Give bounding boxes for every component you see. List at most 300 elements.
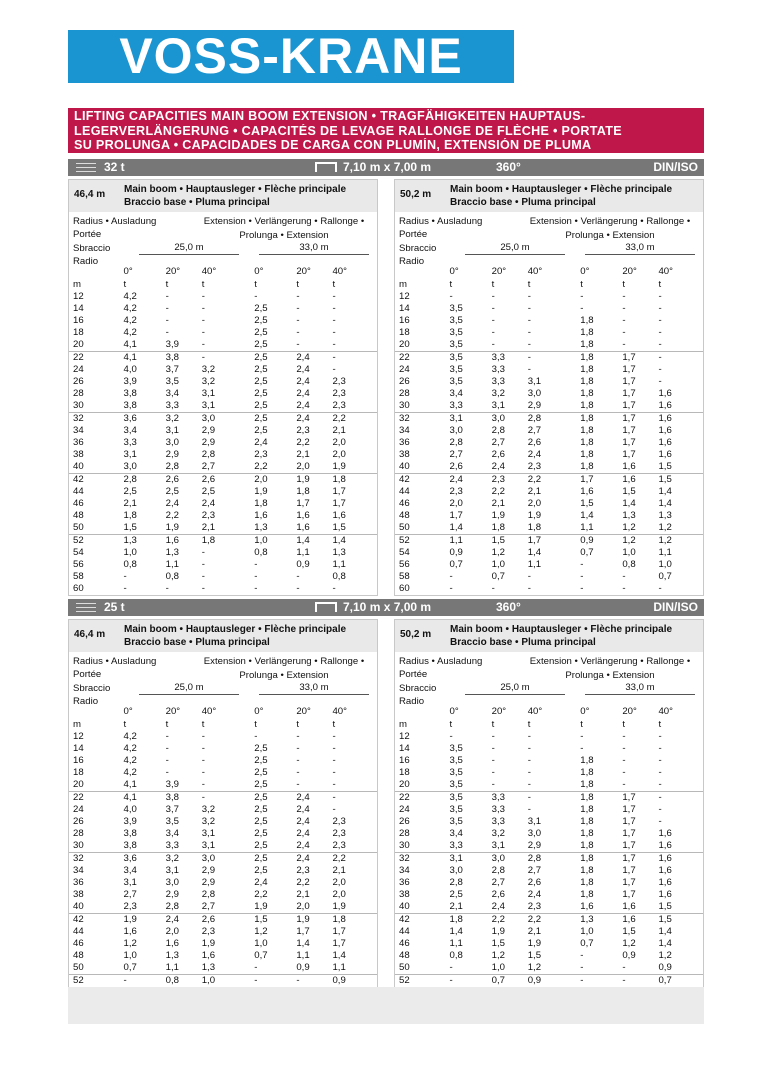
- capacity-cell: -: [656, 779, 703, 792]
- unit-cell: t: [296, 718, 300, 730]
- extension-label: [199, 655, 369, 683]
- capacity-cell: -: [254, 583, 258, 594]
- capacity-cell: -: [246, 962, 288, 975]
- extension-text: Extension • Verlängerung • Rallonge •: [203, 216, 365, 227]
- capacity-cell: -: [526, 779, 573, 792]
- capacity-cell: 2,3: [526, 901, 573, 914]
- capacity-cell: 1,6: [254, 510, 268, 521]
- capacity-cell: 1,8: [580, 364, 594, 375]
- capacity-cell: 0,7: [116, 962, 158, 975]
- radius-cell: 42: [399, 914, 410, 925]
- table-row: [69, 583, 377, 595]
- capacity-cell: 2,5: [254, 425, 268, 436]
- capacity-cell: 2,6: [442, 461, 484, 474]
- table-row: [395, 559, 703, 571]
- capacity-cell: 2,7: [527, 425, 542, 436]
- radius-cell: 18: [399, 767, 410, 778]
- capacity-cell: 2,0: [449, 498, 463, 509]
- unit-cell: t: [254, 718, 257, 730]
- table-row: [395, 877, 703, 889]
- capacity-cell: -: [296, 583, 300, 594]
- capacity-cell: 0,8: [123, 559, 137, 570]
- capacity-cell: 1,4: [449, 926, 463, 937]
- capacity-cell: 2,6: [201, 914, 216, 925]
- table-row: [395, 510, 703, 522]
- capacity-cell: -: [165, 731, 169, 742]
- unit-cell: t: [123, 278, 127, 290]
- capacity-cell: 2,4: [296, 352, 310, 363]
- table-row: [69, 400, 377, 413]
- capacity-cell: 1,1: [449, 535, 463, 546]
- unit-cell: t: [658, 278, 662, 290]
- capacity-cell: -: [254, 559, 258, 570]
- capacity-cell: -: [580, 975, 584, 986]
- table-row: [69, 291, 377, 303]
- capacity-cell: 3,3: [491, 792, 505, 803]
- radius-cell: 50: [69, 522, 116, 535]
- capacity-cell: 2,2: [165, 510, 179, 521]
- table-row: [395, 413, 703, 426]
- capacity-cell: 1,5: [491, 938, 505, 949]
- capacity-cell: 1,3: [580, 914, 594, 925]
- capacity-cell: -: [330, 779, 377, 792]
- radius-cell: 22: [399, 792, 410, 803]
- angle-cell: 0°: [254, 706, 264, 717]
- boom-label: Main boom • Hauptausleger • Flèche principale: [450, 624, 673, 635]
- capacity-cell: 3,8: [116, 400, 158, 413]
- table-row: [69, 364, 377, 376]
- capacity-cell: 2,3: [491, 474, 505, 485]
- panel-header: [69, 180, 377, 212]
- radius-cell: 40: [69, 901, 116, 914]
- capacity-cell: 2,9: [201, 877, 216, 888]
- capacity-cell: 1,0: [658, 559, 672, 570]
- capacity-cell: 3,8: [165, 792, 179, 803]
- capacity-cell: 3,4: [449, 828, 463, 839]
- capacity-cell: 2,1: [200, 522, 247, 535]
- table-row: [69, 486, 377, 498]
- capacity-cell: -: [527, 571, 531, 582]
- radius-cell: 40: [69, 461, 116, 474]
- capacity-cell: 2,3: [332, 388, 346, 399]
- radius-cell: 34: [399, 865, 410, 876]
- capacity-cell: 2,5: [254, 315, 268, 326]
- capacity-cell: 2,5: [254, 388, 268, 399]
- capacity-cell: 3,5: [449, 327, 463, 338]
- table-row: [69, 853, 377, 866]
- capacity-cell: 1,8: [580, 816, 594, 827]
- capacity-cell: -: [572, 962, 614, 975]
- unit-cell: t: [332, 718, 336, 730]
- panel-header: [395, 180, 703, 212]
- unit-cell: t: [201, 278, 205, 290]
- capacity-cell: 1,6: [622, 474, 636, 485]
- radius-cell: 24: [73, 804, 84, 815]
- capacity-cell: 1,8: [580, 889, 594, 900]
- capacity-cell: 2,5: [246, 339, 288, 352]
- capacity-cell: 1,5: [254, 914, 268, 925]
- capacity-cell: 2,4: [165, 498, 179, 509]
- capacity-cell: 3,0: [165, 437, 179, 448]
- extension-label: [525, 215, 695, 243]
- radius-cell: 14: [399, 743, 410, 754]
- radius-cell: 20: [69, 339, 116, 352]
- capacity-cell: 2,7: [200, 901, 247, 914]
- capacity-cell: 3,3: [491, 804, 505, 815]
- capacity-cell: -: [201, 767, 205, 778]
- capacity-cell: 1,9: [254, 486, 268, 497]
- capacity-cell: 1,6: [572, 901, 614, 914]
- capacity-cell: -: [491, 755, 495, 766]
- angle-cell: 0°: [123, 706, 133, 717]
- capacity-cell: 1,7: [622, 816, 636, 827]
- radius-cell: 36: [399, 877, 410, 888]
- radius-cell: 14: [73, 303, 84, 314]
- capacity-cell: 1,4: [332, 950, 346, 961]
- capacity-cell: -: [491, 583, 495, 594]
- capacity-cell: 1,8: [580, 828, 594, 839]
- capacity-cell: 2,0: [332, 437, 346, 448]
- table-row: [69, 388, 377, 400]
- table-row: [395, 767, 703, 779]
- capacity-cell: 4,2: [123, 291, 137, 302]
- table-row: [395, 804, 703, 816]
- capacity-cell: 2,5: [123, 486, 137, 497]
- table-row: [69, 914, 377, 927]
- capacity-cell: 1,6: [580, 486, 594, 497]
- capacity-cell: -: [622, 743, 626, 754]
- capacity-cell: 3,7: [165, 364, 179, 375]
- radius-cell: 48: [399, 950, 410, 961]
- capacity-cell: 1,7: [296, 926, 310, 937]
- boom-length: 50,2 m: [400, 189, 432, 200]
- capacity-cell: -: [296, 327, 300, 338]
- capacity-cell: 2,5: [254, 816, 268, 827]
- capacity-cell: -: [165, 583, 169, 594]
- capacity-cell: -: [296, 303, 300, 314]
- extension-text: Prolunga • Extension: [239, 230, 329, 241]
- capacity-cell: 0,9: [527, 975, 542, 986]
- capacity-cell: 1,7: [622, 804, 636, 815]
- capacity-cell: 2,6: [165, 474, 179, 485]
- capacity-cell: 2,1: [332, 425, 346, 436]
- radius-text: Sbraccio: [399, 682, 437, 694]
- angle-cell: 40°: [527, 266, 543, 277]
- capacity-cell: 1,5: [527, 950, 542, 961]
- capacity-cell: 2,2: [332, 853, 346, 864]
- capacity-cell: 3,0: [491, 413, 505, 424]
- capacity-cell: 3,8: [116, 840, 158, 853]
- capacity-cell: 1,3: [622, 510, 636, 521]
- capacity-cell: 2,4: [296, 413, 310, 424]
- capacity-cell: 2,0: [165, 926, 179, 937]
- capacity-cell: 3,3: [442, 400, 484, 413]
- table-row: [69, 767, 377, 779]
- radius-cell: 42: [73, 474, 84, 485]
- radius-cell: 44: [399, 926, 410, 937]
- capacity-cell: 3,1: [165, 425, 179, 436]
- capacity-cell: 2,2: [527, 474, 542, 485]
- table-row: [69, 889, 377, 901]
- capacity-cell: 2,6: [491, 889, 505, 900]
- radius-text: Sbraccio: [73, 242, 111, 254]
- capacity-cell: 1,8: [449, 914, 463, 925]
- capacity-cell: -: [200, 779, 247, 792]
- radius-cell: 16: [73, 755, 84, 766]
- capacity-cell: 4,2: [123, 767, 137, 778]
- capacity-cell: 1,3: [246, 522, 288, 535]
- capacity-cell: 3,3: [491, 364, 505, 375]
- capacity-cell: 1,1: [658, 547, 672, 558]
- radius-cell: 52: [399, 535, 410, 546]
- capacity-cell: -: [254, 975, 258, 986]
- capacity-cell: 3,8: [123, 828, 137, 839]
- capacity-panel: [68, 179, 378, 596]
- extension-length-2: 33,0 m: [259, 242, 369, 255]
- capacity-cell: 1,5: [330, 522, 377, 535]
- load-chart-section: [68, 159, 704, 596]
- capacity-cell: -: [332, 352, 336, 363]
- capacity-cell: 2,8: [201, 449, 216, 460]
- capacity-cell: -: [201, 547, 205, 558]
- capacity-cell: 2,5: [254, 792, 268, 803]
- capacity-cell: -: [622, 315, 626, 326]
- capacity-cell: -: [296, 743, 300, 754]
- capacity-cell: -: [622, 327, 626, 338]
- capacity-cell: 3,2: [201, 376, 216, 387]
- capacity-cell: 1,7: [622, 828, 636, 839]
- capacity-cell: 0,7: [658, 571, 672, 582]
- capacity-cell: 3,4: [449, 388, 463, 399]
- capacity-cell: 0,8: [165, 975, 179, 986]
- radius-text: Radio: [399, 255, 425, 267]
- unit-cell: t: [296, 278, 300, 290]
- capacity-cell: 2,1: [123, 498, 137, 509]
- capacity-cell: -: [580, 583, 584, 594]
- table-row: [395, 889, 703, 901]
- unit-cell: t: [123, 718, 127, 730]
- table-row: [395, 535, 703, 548]
- capacity-cell: 2,0: [332, 889, 346, 900]
- table-row: [69, 510, 377, 522]
- capacity-cell: 3,7: [165, 804, 179, 815]
- capacity-cell: 1,2: [622, 938, 636, 949]
- table-row: [69, 315, 377, 327]
- capacity-cell: 2,6: [201, 474, 216, 485]
- capacity-cell: 3,0: [527, 388, 542, 399]
- table-row: [69, 449, 377, 461]
- table-row: [69, 352, 377, 365]
- unit-cell: t: [449, 718, 453, 730]
- capacity-cell: -: [165, 767, 169, 778]
- capacity-cell: 3,0: [449, 865, 463, 876]
- radius-text: Portée: [399, 229, 428, 241]
- table-row: [395, 486, 703, 498]
- table-row: [69, 559, 377, 571]
- capacity-cell: 1,6: [658, 449, 672, 460]
- capacity-cell: -: [658, 792, 662, 803]
- capacity-cell: 2,6: [527, 437, 542, 448]
- unit-cell: t: [449, 278, 453, 290]
- config-bar: [68, 159, 704, 176]
- radius-cell: 12: [73, 731, 84, 742]
- capacity-cell: 2,4: [201, 498, 216, 509]
- radius-cell: 22: [73, 792, 84, 803]
- capacity-cell: -: [165, 303, 169, 314]
- capacity-cell: 1,9: [158, 522, 200, 535]
- radius-text: Radio: [73, 255, 99, 267]
- capacity-cell: 3,1: [484, 400, 526, 413]
- footer-bar: [68, 987, 704, 1024]
- table-row: [395, 400, 703, 413]
- capacity-cell: 1,3: [332, 547, 346, 558]
- capacity-cell: 1,0: [201, 975, 216, 986]
- table-row: [69, 571, 377, 583]
- table-row: [395, 291, 703, 303]
- angle-cell: 40°: [332, 266, 347, 277]
- capacity-cell: -: [442, 962, 484, 975]
- table-row: [69, 413, 377, 426]
- capacity-cell: 3,5: [449, 804, 463, 815]
- table-row: [395, 926, 703, 938]
- radius-cell: 60: [73, 583, 84, 594]
- capacity-cell: 1,9: [123, 914, 137, 925]
- capacity-cell: -: [580, 571, 584, 582]
- capacity-cell: 2,1: [527, 926, 542, 937]
- table-row: [395, 962, 703, 975]
- capacity-cell: -: [491, 291, 495, 302]
- capacity-cell: 1,8: [580, 449, 594, 460]
- capacity-cell: 1,6: [622, 914, 636, 925]
- capacity-cell: 2,8: [449, 877, 463, 888]
- capacity-cell: 1,3: [123, 535, 137, 546]
- extension-length-1: 25,0 m: [139, 242, 239, 255]
- capacity-cell: 1,3: [165, 950, 179, 961]
- capacity-cell: 1,8: [254, 498, 268, 509]
- radius-cell: 48: [399, 510, 410, 521]
- capacity-cell: 2,6: [491, 449, 505, 460]
- capacity-cell: 1,4: [658, 486, 672, 497]
- capacity-cell: 1,8: [580, 315, 594, 326]
- capacity-cell: 0,7: [580, 547, 594, 558]
- unit-cell: t: [201, 718, 205, 730]
- capacity-cell: 1,2: [123, 938, 137, 949]
- table-row: [69, 828, 377, 840]
- extension-text: Prolunga • Extension: [565, 670, 655, 681]
- capacity-cell: 3,5: [449, 816, 463, 827]
- capacity-cell: 1,1: [449, 938, 463, 949]
- radius-cell: 14: [73, 743, 84, 754]
- capacity-cell: 1,7: [622, 352, 636, 363]
- capacity-cell: 3,6: [123, 413, 137, 424]
- capacity-cell: 0,9: [449, 547, 463, 558]
- table-row: [69, 522, 377, 535]
- capacity-cell: -: [296, 975, 300, 986]
- capacity-cell: 2,5: [246, 840, 288, 853]
- capacity-cell: 1,6: [656, 400, 703, 413]
- table-row: [69, 975, 377, 988]
- table-row: [69, 865, 377, 877]
- capacity-cell: 1,8: [580, 327, 594, 338]
- capacity-cell: 1,3: [165, 547, 179, 558]
- radius-cell: 52: [73, 535, 84, 546]
- capacity-cell: 4,2: [123, 731, 137, 742]
- capacity-cell: 1,2: [658, 950, 672, 961]
- banner-line: LEGERVERLÄNGERUNG • CAPACITÉS DE LEVAGE RALLONGE DE FLÈCHE • PORTATE: [74, 123, 622, 138]
- capacity-cell: 1,0: [123, 547, 137, 558]
- capacity-cell: 1,5: [656, 461, 703, 474]
- table-row: [395, 449, 703, 461]
- capacity-cell: 1,8: [580, 804, 594, 815]
- table-row: [395, 914, 703, 927]
- capacity-cell: 1,3: [200, 962, 247, 975]
- capacity-cell: -: [658, 364, 662, 375]
- capacity-cell: -: [332, 804, 336, 815]
- capacity-cell: -: [580, 303, 584, 314]
- norm-value: DIN/ISO: [653, 600, 698, 614]
- table-row: [395, 425, 703, 437]
- table-row: [395, 327, 703, 339]
- capacity-cell: 3,4: [165, 388, 179, 399]
- extension-text: Prolunga • Extension: [565, 230, 655, 241]
- capacity-cell: 3,1: [527, 816, 542, 827]
- capacity-cell: 2,4: [165, 914, 179, 925]
- capacity-cell: 3,4: [123, 865, 137, 876]
- radius-cell: 28: [399, 388, 410, 399]
- radius-cell: 44: [73, 486, 84, 497]
- radius-cell: 50: [69, 962, 116, 975]
- table-row: [69, 877, 377, 889]
- capacity-cell: -: [491, 327, 495, 338]
- capacity-cell: 2,8: [158, 901, 200, 914]
- boom-label-2: Braccio base • Pluma principal: [124, 637, 270, 648]
- table-row: [69, 339, 377, 352]
- capacity-cell: 3,9: [123, 376, 137, 387]
- capacity-cell: 1,8: [526, 522, 573, 535]
- boom-label: Main boom • Hauptausleger • Flèche principale: [124, 624, 347, 635]
- slewing-value: 360°: [496, 160, 521, 174]
- capacity-cell: 1,9: [527, 510, 542, 521]
- table-row: [395, 571, 703, 583]
- capacity-cell: 1,7: [296, 498, 310, 509]
- radius-cell: 28: [73, 828, 84, 839]
- capacity-cell: 3,1: [201, 828, 216, 839]
- capacity-cell: 3,2: [201, 364, 216, 375]
- capacity-cell: -: [658, 804, 662, 815]
- table-row: [69, 547, 377, 559]
- capacity-cell: -: [296, 755, 300, 766]
- capacity-cell: 2,5: [449, 889, 463, 900]
- capacity-cell: -: [658, 291, 662, 302]
- capacity-cell: -: [622, 583, 626, 594]
- capacity-cell: 2,4: [296, 816, 310, 827]
- capacity-cell: 3,5: [449, 352, 463, 363]
- capacity-cell: -: [201, 755, 205, 766]
- capacity-cell: 1,7: [622, 792, 636, 803]
- unit-cell: t: [580, 278, 583, 290]
- radius-cell: 48: [73, 510, 84, 521]
- capacity-cell: 1,8: [296, 486, 310, 497]
- capacity-cell: 0,8: [165, 571, 179, 582]
- capacity-cell: 2,1: [491, 498, 505, 509]
- capacity-cell: 2,3: [330, 400, 377, 413]
- capacity-cell: 2,2: [246, 461, 288, 474]
- capacity-table: [69, 266, 377, 595]
- angle-cell: 40°: [201, 706, 217, 717]
- capacity-cell: 1,6: [614, 901, 656, 914]
- capacity-cell: -: [201, 303, 205, 314]
- capacity-cell: 3,1: [123, 449, 137, 460]
